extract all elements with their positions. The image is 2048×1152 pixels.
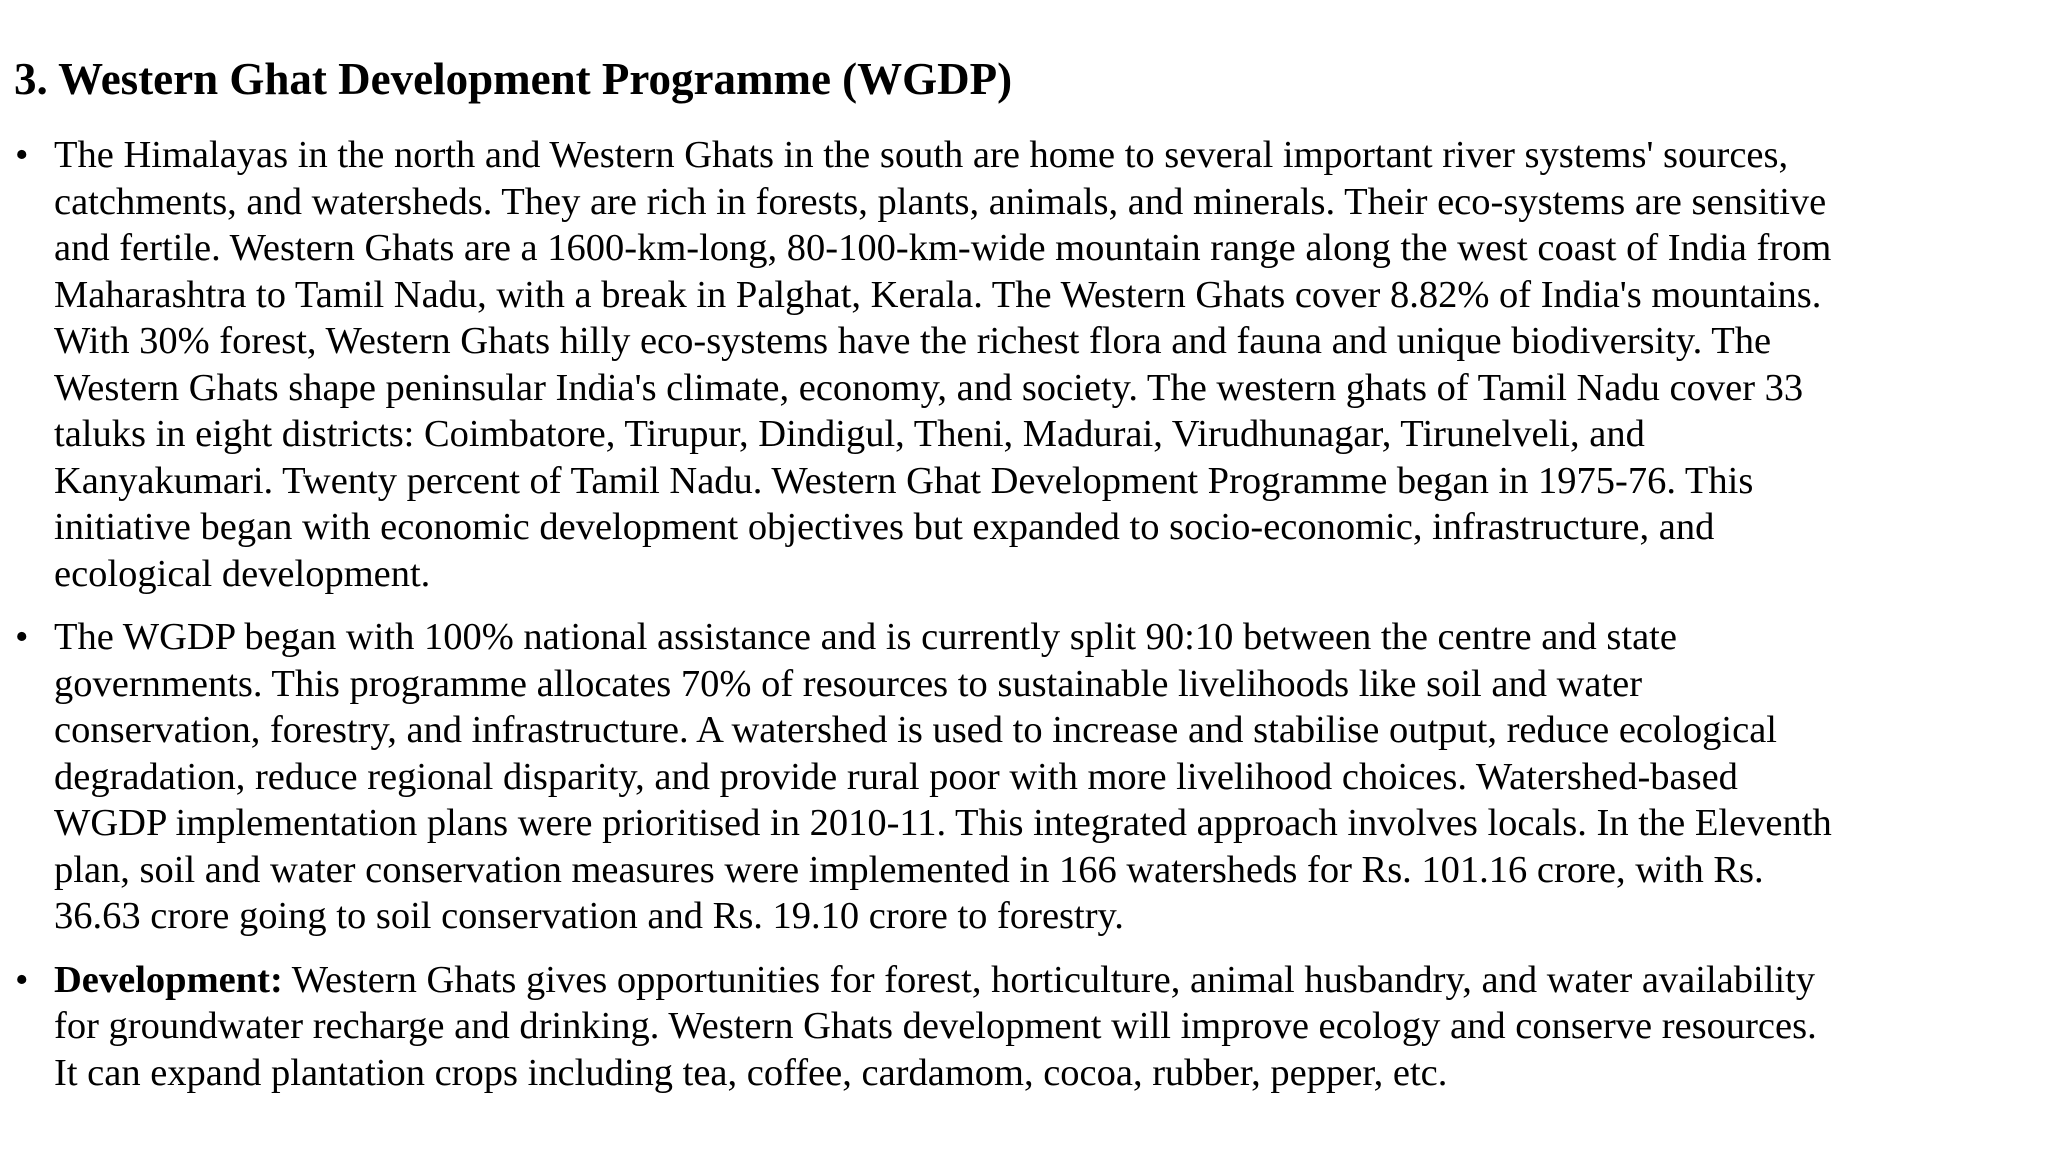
paragraph-line: ecological development.	[54, 552, 431, 595]
paragraph-line: Western Ghats shape peninsular India's climate, economy, and society. The western ghats of Tamil Nadu cover 33	[54, 366, 1804, 409]
paragraph-line-text: Western Ghats gives opportunities for forest, horticulture, animal husbandry, and water availability	[282, 958, 1816, 1001]
paragraph-line: The WGDP began with 100% national assistance and is currently split 90:10 between the centre and state	[54, 616, 1677, 658]
bold-lead-label: Development:	[54, 958, 283, 1001]
bullet-marker: •	[15, 958, 29, 1001]
paragraph-line: initiative began with economic development objectives but expanded to socio-economic, infrastructure, and	[54, 506, 1715, 548]
paragraph-line: catchments, and watersheds. They are rich in forests, plants, animals, and minerals. Their eco-systems are sensitive	[54, 180, 1827, 223]
paragraph-line: degradation, reduce regional disparity, and provide rural poor with more livelihood choices. Watershed-based	[54, 755, 1738, 798]
paragraph-line-first	[54, 957, 1994, 1004]
paragraph-line: plan, soil and water conservation measures were implemented in 166 watersheds for Rs. 101.16 crore, with Rs.	[54, 848, 1764, 891]
bullet-list	[0, 132, 2048, 1113]
paragraph-line: It can expand plantation crops including tea, coffee, cardamom, cocoa, rubber, pepper, etc.	[54, 1051, 1448, 1094]
paragraph-line: WGDP implementation plans were prioritised in 2010-11. This integrated approach involves locals. In the Eleventh	[54, 802, 1832, 844]
paragraph-line: governments. This programme allocates 70% of resources to sustainable livelihoods like soil and water	[54, 662, 1643, 705]
paragraph-line: taluks in eight districts: Coimbatore, Tirupur, Dindigul, Theni, Madurai, Virudhunagar, Tirunelveli, and	[54, 413, 1645, 455]
paragraph-line: for groundwater recharge and drinking. Western Ghats development will improve ecology and conserve resources.	[54, 1005, 1817, 1047]
bullet-marker: •	[15, 134, 29, 176]
bullet-marker: •	[15, 616, 29, 658]
paragraph-line: and fertile. Western Ghats are a 1600-km-long, 80-100-km-wide mountain range along the west coast of India from	[54, 227, 1832, 269]
paragraph-line: conservation, forestry, and infrastructure. A watershed is used to increase and stabilise output, reduce ecological	[54, 709, 1778, 751]
paragraph-line: Kanyakumari. Twenty percent of Tamil Nadu. Western Ghat Development Programme began in 1975-76. This	[54, 459, 1754, 502]
paragraph-line: Maharashtra to Tamil Nadu, with a break in Palghat, Kerala. The Western Ghats cover 8.82% of India's mountains.	[54, 273, 1822, 316]
bullet-item-western-ghats-overview	[0, 132, 1994, 597]
paragraph-line: The Himalayas in the north and Western Ghats in the south are home to several important river systems' sources,	[54, 134, 1789, 176]
paragraph-line: 36.63 crore going to soil conservation and Rs. 19.10 crore to forestry.	[54, 895, 1124, 937]
section-heading: 3. Western Ghat Development Programme (WGDP)	[14, 54, 1013, 104]
paragraph-line: With 30% forest, Western Ghats hilly eco-systems have the richest flora and fauna and unique biodiversity. The	[54, 320, 1772, 362]
bullet-item-development	[0, 957, 1994, 1097]
bullet-item-wgdp-funding	[0, 614, 1994, 940]
